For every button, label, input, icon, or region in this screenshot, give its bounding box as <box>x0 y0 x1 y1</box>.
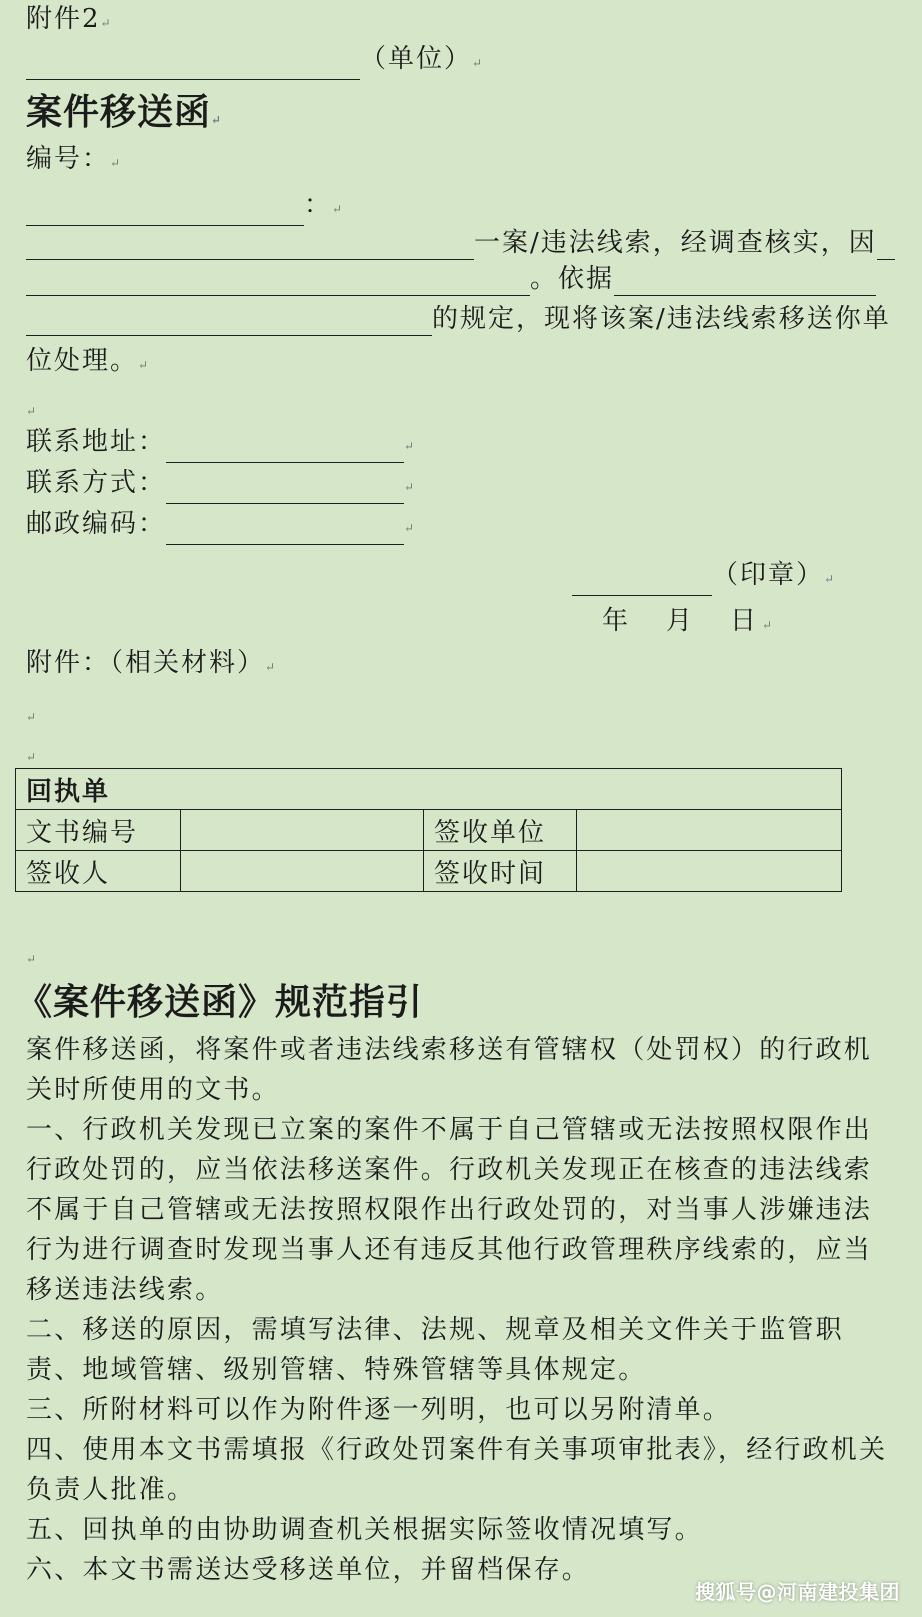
attachment-line: 附件：（相关材料）↵ <box>26 648 276 678</box>
page-title: 案件移送函↵ <box>26 91 222 133</box>
recipient-line: ：↵ <box>26 188 342 226</box>
date-line: 年 月 日↵ <box>602 606 773 636</box>
guide-paragraph-1: 一、行政机关发现已立案的案件不属于自己管辖或无法按照权限作出行政处罚的，应当依法移送案件。行政机关发现正在核查的违法线索不属于自己管辖或无法按照权限作出行政处罚的，对当事人涉嫌违法行为进行调查时发现当事人还有违反其他行政管理秩序线索的，应当移送违法线索。 <box>26 1115 873 1305</box>
blank-paragraph-3: ↵ <box>26 750 37 764</box>
receiver-cell[interactable] <box>181 851 424 892</box>
guide-paragraph-0: 案件移送函，将案件或者违法线索移送有管辖权（处罚权）的行政机关时所使用的文书。 <box>26 1035 873 1105</box>
case-line: 一案/违法线索，经调查核实，因 <box>26 226 895 260</box>
guide-body <box>26 1030 896 1590</box>
seal-line: （印章）↵ <box>572 558 834 596</box>
unit-label: （单位） <box>360 44 473 74</box>
reason-blank[interactable] <box>26 265 530 296</box>
unit-line: （单位）↵ <box>26 42 482 80</box>
guide-title: 《案件移送函》规范指引 <box>16 981 424 1023</box>
receiving-time-cell[interactable] <box>577 851 842 892</box>
basis-blank-start[interactable] <box>614 265 876 296</box>
blank-paragraph: ↵ <box>26 404 37 418</box>
receipt-table <box>15 768 842 892</box>
guide-paragraph-6: 六、本文书需送达受移送单位，并留档保存。 <box>26 1555 591 1585</box>
basis-line: 的规定，现将该案/违法线索移送你单 <box>26 302 891 336</box>
doc-number-label: 文书编号 <box>16 810 181 851</box>
postcode-blank[interactable] <box>166 514 404 545</box>
doc-number-cell[interactable] <box>181 810 424 851</box>
number-line: 编号：↵ <box>26 144 121 174</box>
receiver-label: 签收人 <box>16 851 181 892</box>
receiving-unit-cell[interactable] <box>577 810 842 851</box>
guide-paragraph-2: 二、移送的原因，需填写法律、法规、规章及相关文件关于监管职责、地域管辖、级别管辖、特殊管辖等具体规定。 <box>26 1315 844 1385</box>
receiving-time-label: 签收时间 <box>424 851 577 892</box>
method-blank[interactable] <box>166 473 404 504</box>
basis-blank[interactable] <box>26 305 432 336</box>
receiving-unit-label: 签收单位 <box>424 810 577 851</box>
case-name-blank[interactable] <box>26 229 474 260</box>
attachment-label: 附件2↵ <box>26 4 111 34</box>
unit-blank[interactable] <box>26 49 360 80</box>
handling-line: 位处理。↵ <box>26 346 149 376</box>
reason-line: 。依据 <box>26 262 876 296</box>
receipt-title: 回执单 <box>16 769 842 810</box>
contact-postcode: 邮政编码： ↵ <box>26 507 414 545</box>
guide-paragraph-4: 四、使用本文书需填报《行政处罚案件有关事项审批表》，经行政机关负责人批准。 <box>26 1435 888 1505</box>
reason-blank-start[interactable] <box>877 229 895 260</box>
contact-address: 联系地址： ↵ <box>26 425 414 463</box>
recipient-blank[interactable] <box>26 195 304 226</box>
blank-paragraph-4: ↵ <box>26 952 37 966</box>
contact-method: 联系方式： ↵ <box>26 466 414 504</box>
watermark: 搜狐号@河南建投集团 <box>695 1580 900 1604</box>
guide-paragraph-5: 五、回执单的由协助调查机关根据实际签收情况填写。 <box>26 1515 703 1545</box>
guide-paragraph-3: 三、所附材料可以作为附件逐一列明，也可以另附清单。 <box>26 1395 732 1425</box>
blank-paragraph-2: ↵ <box>26 710 37 724</box>
seal-blank[interactable] <box>572 565 712 596</box>
address-blank[interactable] <box>166 432 404 463</box>
